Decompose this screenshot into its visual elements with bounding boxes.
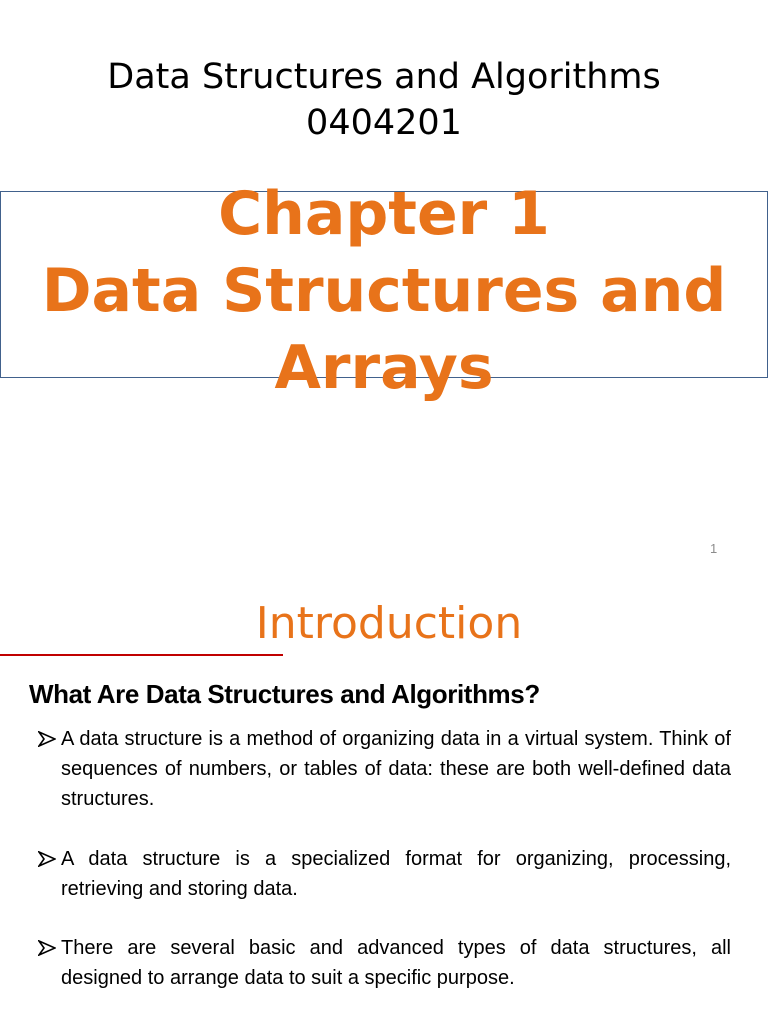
chapter-name-line1: Data Structures and: [41, 256, 727, 326]
bullet-text: There are several basic and advanced types of data structures, all designed to arrange data to suit a specific purpose.: [61, 937, 731, 989]
bullet-item: [38, 933, 731, 993]
course-title: [0, 54, 768, 146]
course-code: 0404201: [306, 103, 462, 143]
bullet-item: [38, 844, 731, 904]
bullet-item: [38, 724, 731, 814]
chapter-name-line2: Arrays: [274, 333, 494, 403]
bullet-text: A data structure is a method of organizing data in a virtual system. Think of sequences of numbers, or tables of data: these are both well-defined data structures.: [61, 728, 731, 810]
section-heading: What Are Data Structures and Algorithms?: [29, 679, 540, 709]
bullet-text: A data structure is a specialized format for organizing, processing, retrieving and storing data.: [61, 848, 731, 900]
course-title-line1: Data Structures and Algorithms: [107, 57, 661, 97]
arrow-bullet-icon: [38, 731, 56, 747]
slide-title: Introduction: [255, 598, 523, 649]
chapter-number: Chapter 1: [218, 179, 550, 249]
chapter-title: [0, 176, 768, 407]
arrow-bullet-icon: [38, 940, 56, 956]
arrow-bullet-icon: [38, 851, 56, 867]
title-divider: [0, 654, 283, 656]
page-number: 1: [710, 541, 718, 556]
